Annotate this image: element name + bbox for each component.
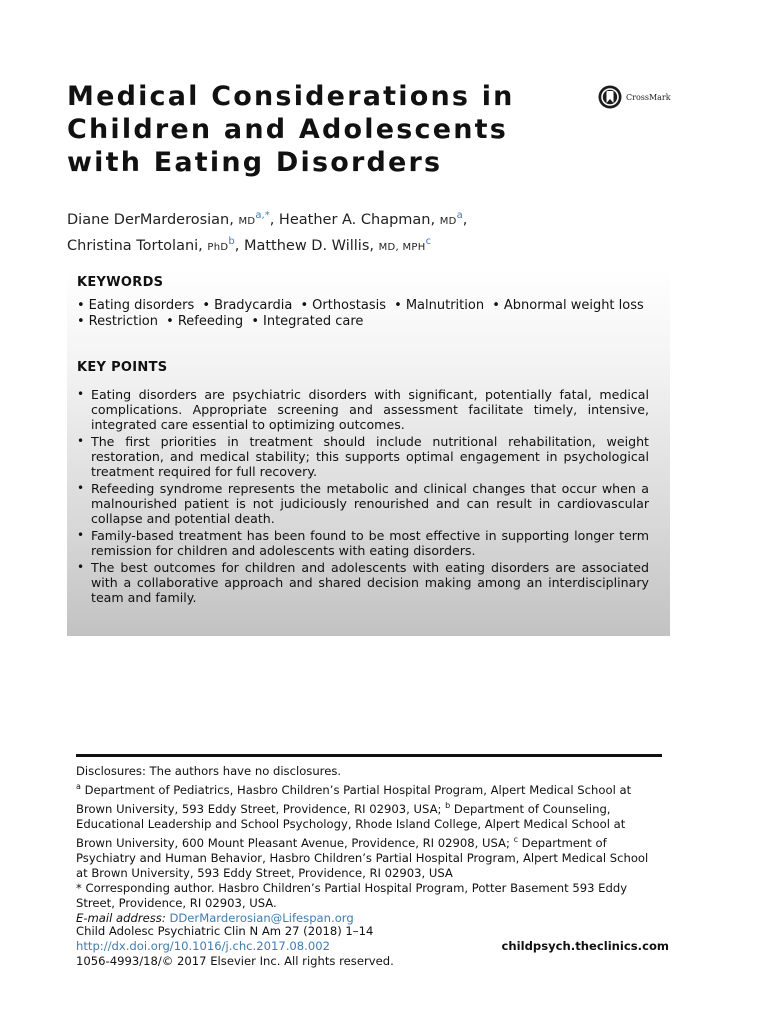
author-line-2 bbox=[67, 232, 467, 258]
journal-site-link[interactable]: childpsych.theclinics.com bbox=[501, 939, 669, 953]
key-point-item: • The first priorities in treatment should include nutritional rehabilitation, weight restoration, and medical stability; this supports optimal engagement in psychological treatment required for full recovery. bbox=[77, 434, 649, 479]
email-label: E-mail address: bbox=[76, 910, 166, 925]
author-name: , Matthew D. Willis, bbox=[234, 237, 374, 254]
crossmark-label: CrossMark bbox=[626, 92, 671, 102]
author-degree: MD, MPH bbox=[378, 241, 426, 253]
keywords-heading: KEYWORDS bbox=[77, 275, 164, 290]
keywords-line-2: • Restriction • Refeeding • Integrated care bbox=[77, 314, 364, 329]
title-line-3: with Eating Disorders bbox=[67, 147, 443, 178]
separator: , bbox=[462, 211, 468, 228]
citation: Child Adolesc Psychiatric Clin N Am 27 (2018) 1–14 bbox=[76, 924, 374, 938]
author-degree: MD bbox=[439, 215, 457, 227]
affiliation-marker[interactable]: a bbox=[456, 210, 463, 221]
affiliation-marker[interactable]: a,* bbox=[255, 210, 270, 221]
key-points-heading: KEY POINTS bbox=[77, 360, 168, 375]
email-link[interactable]: DDerMarderosian@Lifespan.org bbox=[169, 910, 354, 925]
affiliation-marker[interactable]: b bbox=[228, 235, 235, 247]
copyright: 1056-4993/18/© 2017 Elsevier Inc. All rights reserved. bbox=[76, 954, 394, 968]
author-name: , Heather A. Chapman, bbox=[269, 211, 436, 228]
keyword: Integrated care bbox=[263, 314, 364, 329]
keyword: Malnutrition bbox=[405, 298, 485, 313]
corresponding-author: * Corresponding author. Hasbro Children’s Partial Hospital Program, Potter Basement 593 Eddy Street, Providence, RI 02903, USA. bbox=[76, 880, 628, 910]
author-name: Christina Tortolani, bbox=[67, 237, 203, 254]
title-line-2: Children and Adolescents bbox=[67, 114, 509, 145]
keywords-line-1: • Eating disorders • Bradycardia • Orthostasis • Malnutrition • Abnormal weight loss bbox=[77, 298, 644, 313]
author-degree: MD bbox=[238, 215, 256, 227]
author-line-1 bbox=[67, 206, 467, 232]
keyword: Restriction bbox=[88, 314, 158, 329]
key-point-item: • Family-based treatment has been found to be most effective in supporting longer term remission for children and adolescents with eating disorders. bbox=[77, 528, 649, 558]
author-degree: PhD bbox=[207, 241, 229, 253]
author-name: Diane DerMarderosian, bbox=[67, 211, 234, 228]
footnote-divider bbox=[76, 754, 662, 757]
footnotes bbox=[76, 764, 662, 926]
title-line-1: Medical Considerations in bbox=[67, 81, 515, 112]
keyword: Orthostasis bbox=[312, 298, 387, 313]
keyword: Abnormal weight loss bbox=[503, 298, 644, 313]
affiliations-text: $^a$ Department of Pediatrics, Hasbro Children’s Partial Hospital Program, Alpert Medical School at Brown University, 593 Eddy Street, Providence, RI 02903, USA; $^b$ Department of Counseling, Educational Leadership and School Psychology, Rhode Island College, Alpert Medical School at Brown University, 600 Mount Pleasant Avenue, Providence, RI 02908, USA; $^c$ Department of Psychiatry and Human Behavior, Hasbro Children’s Partial Hospital Program, Alpert Medical School at Brown University, 593 Eddy Street, Providence, RI 02903, USA bbox=[76, 782, 649, 880]
keyword: Eating disorders bbox=[88, 298, 195, 313]
article-title bbox=[67, 80, 567, 179]
affiliation-marker[interactable]: c bbox=[425, 235, 432, 247]
author-list bbox=[67, 206, 467, 258]
keyword: Refeeding bbox=[177, 314, 244, 329]
doi-link[interactable]: http://dx.doi.org/10.1016/j.chc.2017.08.002 bbox=[76, 939, 330, 953]
key-point-item: • The best outcomes for children and adolescents with eating disorders are associated with a collaborative approach and shared decision making among an interdisciplinary team and family. bbox=[77, 560, 649, 605]
key-point-item: • Eating disorders are psychiatric disorders with significant, potentially fatal, medical complications. Appropriate screening and assessment facilitate timely, intensive, integrated care essential to optimizing outcomes. bbox=[77, 387, 649, 432]
crossmark-badge[interactable] bbox=[598, 85, 671, 109]
key-points-list bbox=[77, 387, 649, 607]
crossmark-icon bbox=[598, 85, 622, 109]
summary-box bbox=[67, 267, 670, 636]
keyword: Bradycardia bbox=[214, 298, 293, 313]
disclosures-text: Disclosures: The authors have no disclosures. bbox=[76, 764, 342, 778]
key-point-item: • Refeeding syndrome represents the metabolic and clinical changes that occur when a malnourished patient is not judiciously renourished and can result in cardiovascular collapse and potential death. bbox=[77, 481, 649, 526]
